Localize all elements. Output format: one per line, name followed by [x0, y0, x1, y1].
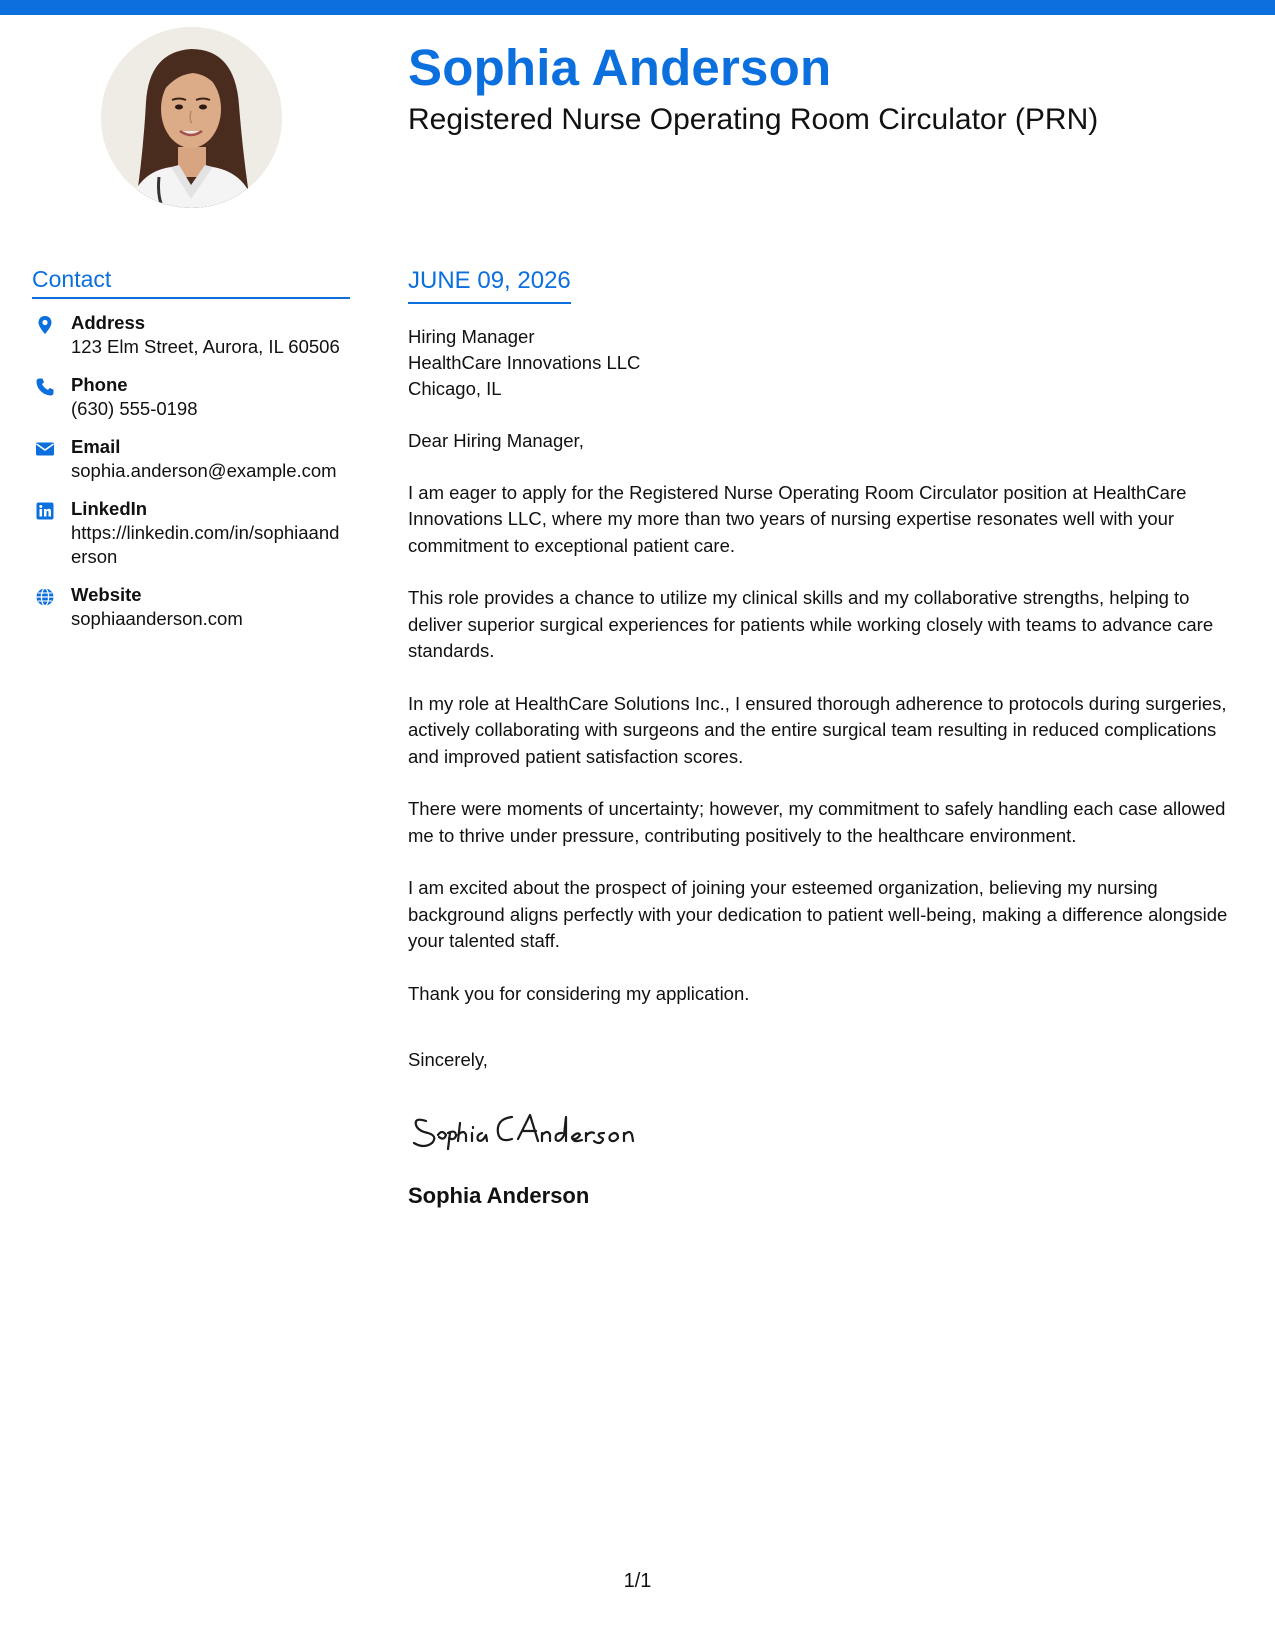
- contact-item-address: [32, 311, 352, 359]
- handwritten-signature: [408, 1103, 678, 1153]
- letter-paragraph: This role provides a chance to utilize my clinical skills and my collaborative strengths, helping to deliver superior surgical experiences for patients while working closely with teams to advance care standards.: [408, 587, 1214, 662]
- location-pin-icon: [35, 315, 55, 335]
- contact-item-linkedin: [32, 497, 352, 569]
- recipient-block: [408, 324, 1248, 402]
- job-title: Registered Nurse Operating Room Circulator (PRN): [408, 103, 1099, 136]
- profile-photo-illustration: [101, 27, 282, 208]
- contact-label-phone: Phone: [71, 373, 128, 395]
- globe-icon: [35, 587, 55, 607]
- recipient-line: HealthCare Innovations LLC: [408, 351, 641, 373]
- contact-value-linkedin[interactable]: https://linkedin.com/in/sophiaanderson: [71, 521, 340, 567]
- contact-value-address: 123 Elm Street, Aurora, IL 60506: [71, 335, 340, 357]
- letter-paragraph: I am excited about the prospect of joining your esteemed organization, believing my nursing background aligns perfectly with your dedication to patient well-being, making a difference alongside your talented staff.: [408, 877, 1228, 952]
- top-accent-bar: [0, 0, 1275, 15]
- contact-value-website[interactable]: sophiaanderson.com: [71, 607, 243, 629]
- page-number: 1/1: [623, 1570, 652, 1592]
- profile-photo: [101, 27, 282, 208]
- contact-label-linkedin: LinkedIn: [71, 497, 148, 519]
- contact-item-email: [32, 435, 352, 483]
- letter-date: JUNE 09, 2026: [408, 267, 571, 304]
- letter-paragraph: Thank you for considering my application.: [408, 982, 750, 1004]
- contact-item-phone: [32, 373, 352, 421]
- recipient-line: Chicago, IL: [408, 377, 502, 399]
- recipient-line: Hiring Manager: [408, 325, 535, 347]
- linkedin-icon: [35, 501, 55, 521]
- letter-paragraph: There were moments of uncertainty; however, my commitment to safely handling each case allowed me to thrive under pressure, contributing positively to the healthcare environment.: [408, 798, 1226, 846]
- contact-heading: Contact: [32, 266, 350, 299]
- contact-list: [32, 311, 352, 631]
- envelope-icon: [35, 439, 55, 459]
- salutation: Dear Hiring Manager,: [408, 429, 584, 451]
- contact-label-address: Address: [71, 311, 146, 333]
- contact-value-phone[interactable]: (630) 555-0198: [71, 397, 198, 419]
- letter-paragraph: I am eager to apply for the Registered Nurse Operating Room Circulator position at HealthCare Innovations LLC, where my more than two years of nursing expertise resonates well with your commitment to exceptional patient care.: [408, 481, 1187, 556]
- contact-sidebar: [32, 266, 352, 645]
- phone-icon: [35, 377, 55, 397]
- contact-label-email: Email: [71, 435, 121, 457]
- contact-label-website: Website: [71, 583, 142, 605]
- candidate-name: Sophia Anderson: [408, 39, 832, 96]
- letter-paragraph: In my role at HealthCare Solutions Inc., I ensured thorough adherence to protocols during surgeries, actively collaborating with surgeons and the entire surgical team resulting in reduced complications and improved patient satisfaction scores.: [408, 692, 1227, 767]
- closing: Sincerely,: [408, 1049, 488, 1071]
- contact-item-website: [32, 583, 352, 631]
- cover-letter-body: [408, 267, 1248, 1210]
- signer-name: Sophia Anderson: [408, 1183, 590, 1209]
- contact-value-email[interactable]: sophia.anderson@example.com: [71, 459, 337, 481]
